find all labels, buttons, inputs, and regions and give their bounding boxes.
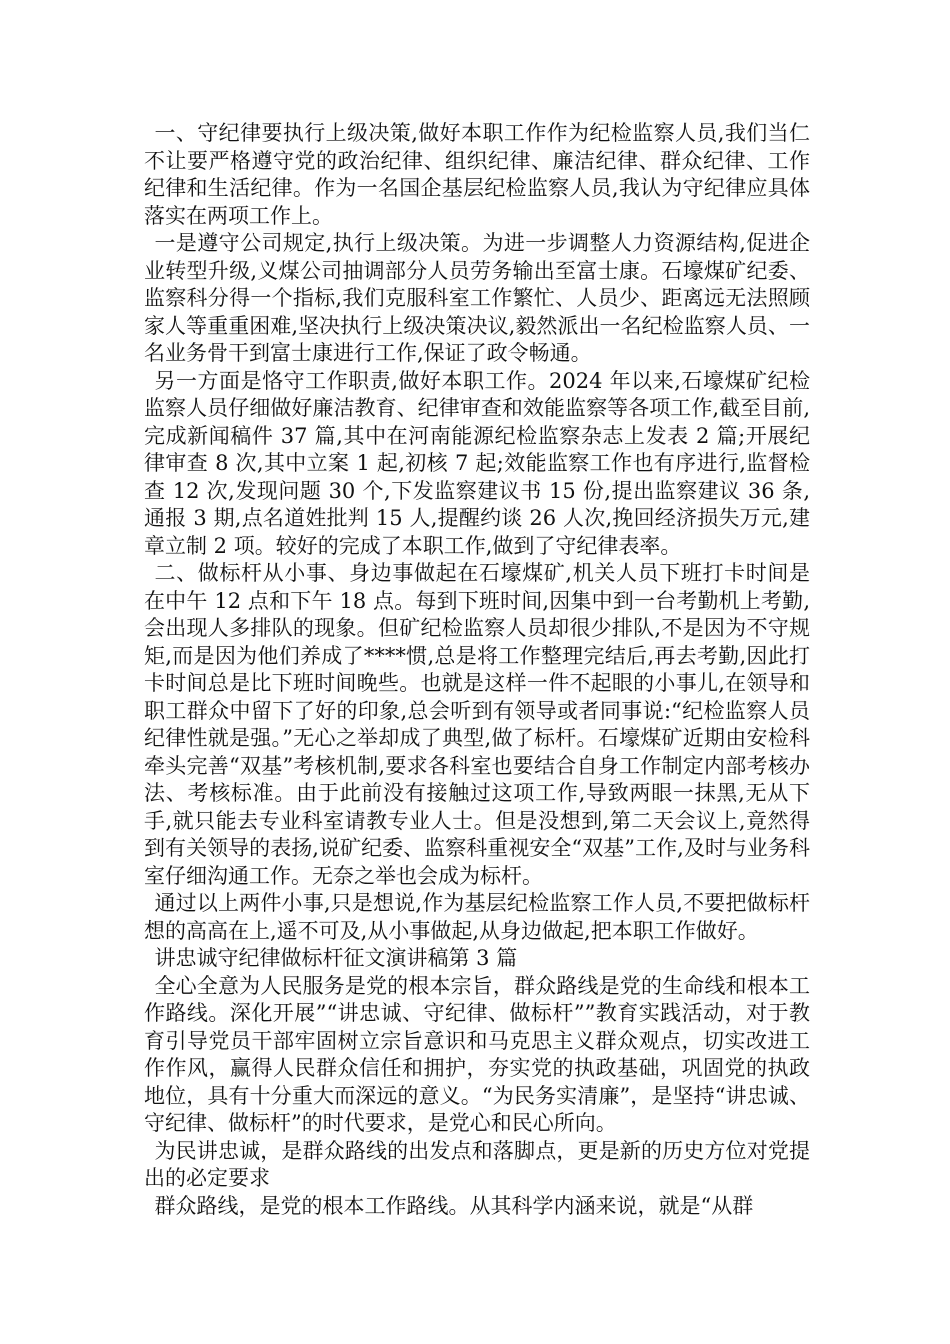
paragraph-company-rules: 一是遵守公司规定,执行上级决策。为进一步调整人力资源结构,促进企业转型升级,义煤公司抽调部分人员劳务输出至富士康。石壕煤矿纪委、监察科分得一个指标,我们克服科室工作繁忙、人员少、距离远无法照顾家人等重重困难,坚决执行上级决策决议,毅然派出一名纪检监察人员、一名业务骨干到富士康进行工作,保证了政令畅通。 [144, 231, 810, 365]
paragraph-mass-line-meaning: 群众路线，是党的根本工作路线。从其科学内涵来说，就是“从群 [154, 1193, 754, 1218]
paragraph-conclusion: 通过以上两件小事,只是想说,作为基层纪检监察工作人员,不要把做标杆想的高高在上,遥不可及,从小事做起,从身边做起,把本职工作做好。 [144, 891, 810, 943]
paragraph-mass-line: 全心全意为人民服务是党的根本宗旨，群众路线是党的生命线和根本工作路线。深化开展”“讲忠诚、守纪律、做标杆””教育实践活动，对于教育引导党员干部牢固树立宗旨意识和马克思主义群众观点，切实改进工作作风，赢得人民群众信任和拥护，夯实党的执政基础，巩固党的执政地位，具有十分重大而深远的意义。“为民务实清廉”，是坚持“讲忠诚、守纪律、做标杆”的时代要求，是党心和民心所向。 [144, 973, 810, 1135]
document-body [144, 120, 810, 1220]
paragraph-loyalty: 为民讲忠诚，是群众路线的出发点和落脚点，更是新的历史方位对党提出的必定要求 [144, 1138, 810, 1190]
paragraph-benchmark: 二、做标杆从小事、身边事做起在石壕煤矿,机关人员下班打卡时间是在中午 12 点和下午 18 点。每到下班时间,因集中到一台考勤机上考勤,会出现人多排队的现象。但矿纪检监察人员却很少排队,不是因为不守规矩,而是因为他们养成了****惯,总是将工作整理完结后,再去考勤,因此打卡时间总是比下班时间晚些。也就是这样一件不起眼的小事儿,在领导和职工群众中留下了好的印象,总会听到有领导或者同事说:“纪检监察人员纪律性就是强。”无心之举却成了典型,做了标杆。石壕煤矿近期由安检科牵头完善“双基”考核机制,要求各科室也要结合自身工作制定内部考核办法、考核标准。由于此前没有接触过这项工作,导致两眼一抹黑,无从下手,就只能去专业科室请教专业人士。但是没想到,第二天会议上,竟然得到有关领导的表扬,说矿纪委、监察科重视安全“双基”工作,及时与业务科室仔细沟通工作。无奈之举也会成为标杆。 [144, 561, 810, 888]
paragraph-work-duties: 另一方面是恪守工作职责,做好本职工作。2024 年以来,石壕煤矿纪检监察人员仔细做好廉洁教育、纪律审查和效能监察等各项工作,截至目前,完成新闻稿件 37 篇,其中在河南能源纪检监察杂志上发表 2 篇;开展纪律审查 8 次,其中立案 1 起,初核 7 起;效能监察工作也有序进行,监督检查 12 次,发现问题 30 个,下发监察建议书 15 份,提出监察建议 36 条,通报 3 期,点名道姓批判 15 人,提醒约谈 26 人次,挽回经济损失万元,建章立制 2 项。较好的完成了本职工作,做到了守纪律表率。 [144, 368, 810, 558]
section-heading-part-3: 讲忠诚守纪律做标杆征文演讲稿第 3 篇 [154, 946, 518, 970]
paragraph-discipline-decision: 一、守纪律要执行上级决策,做好本职工作作为纪检监察人员,我们当仁不让要严格遵守党的政治纪律、组织纪律、廉洁纪律、群众纪律、工作纪律和生活纪律。作为一名国企基层纪检监察人员,我认为守纪律应具体落实在两项工作上。 [144, 121, 810, 228]
